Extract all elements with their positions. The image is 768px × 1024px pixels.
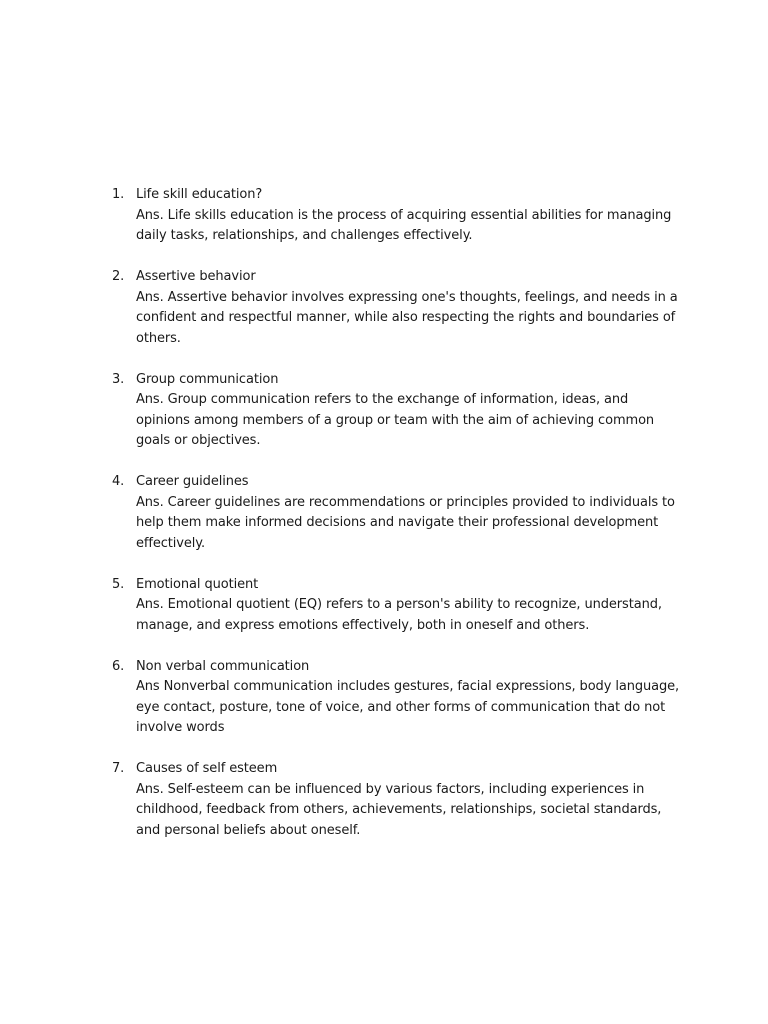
qa-item-6 xyxy=(112,657,682,739)
item-number: 2. xyxy=(112,269,125,284)
answer-text: Ans. Self-esteem can be influenced by various factors, including experiences in childhood, feedback from others, achievements, relationships, societal standards, and personal beliefs about oneself. xyxy=(136,781,662,838)
answer-text: Ans. Group communication refers to the exchange of information, ideas, and opinions among members of a group or team with the aim of achieving common goals or objectives. xyxy=(136,392,655,448)
answer-text: Ans. Emotional quotient (EQ) refers to a person's ability to recognize, understand, manage, and express emotions effectively, both in oneself and others. xyxy=(136,597,662,633)
question-text: Non verbal communication xyxy=(136,658,310,674)
qa-item-5 xyxy=(112,575,682,637)
item-number: 3. xyxy=(112,371,125,387)
answer-text: Ans. Life skills education is the process of acquiring essential abilities for managing daily tasks, relationships, and challenges effectively. xyxy=(136,207,672,243)
item-number: 4. xyxy=(112,474,125,489)
item-number: 1. xyxy=(112,187,125,202)
question-text: Causes of self esteem xyxy=(136,761,278,776)
qa-item-2 xyxy=(112,267,682,349)
qa-item-3 xyxy=(112,370,682,452)
question-text: Assertive behavior xyxy=(136,269,256,284)
qa-item-1 xyxy=(112,185,682,247)
question-text: Career guidelines xyxy=(136,474,249,489)
item-number: 6. xyxy=(112,658,125,674)
qa-item-4 xyxy=(112,472,682,554)
answer-text: Ans Nonverbal communication includes gestures, facial expressions, body language, eye contact, posture, tone of voice, and other forms of communication that do not involve words xyxy=(136,679,680,735)
answer-text: Ans. Career guidelines are recommendations or principles provided to individuals to help them make informed decisions and navigate their professional development effectively. xyxy=(136,494,675,551)
item-number: 7. xyxy=(112,761,125,776)
answer-text: Ans. Assertive behavior involves expressing one's thoughts, feelings, and needs in a confident and respectful manner, while also respecting the rights and boundaries of others. xyxy=(136,289,678,346)
qa-item-7 xyxy=(112,759,682,841)
item-number: 5. xyxy=(112,576,125,592)
question-text: Group communication xyxy=(136,371,279,387)
qa-list xyxy=(112,185,682,862)
question-text: Emotional quotient xyxy=(136,576,259,592)
question-text: Life skill education? xyxy=(136,187,263,202)
